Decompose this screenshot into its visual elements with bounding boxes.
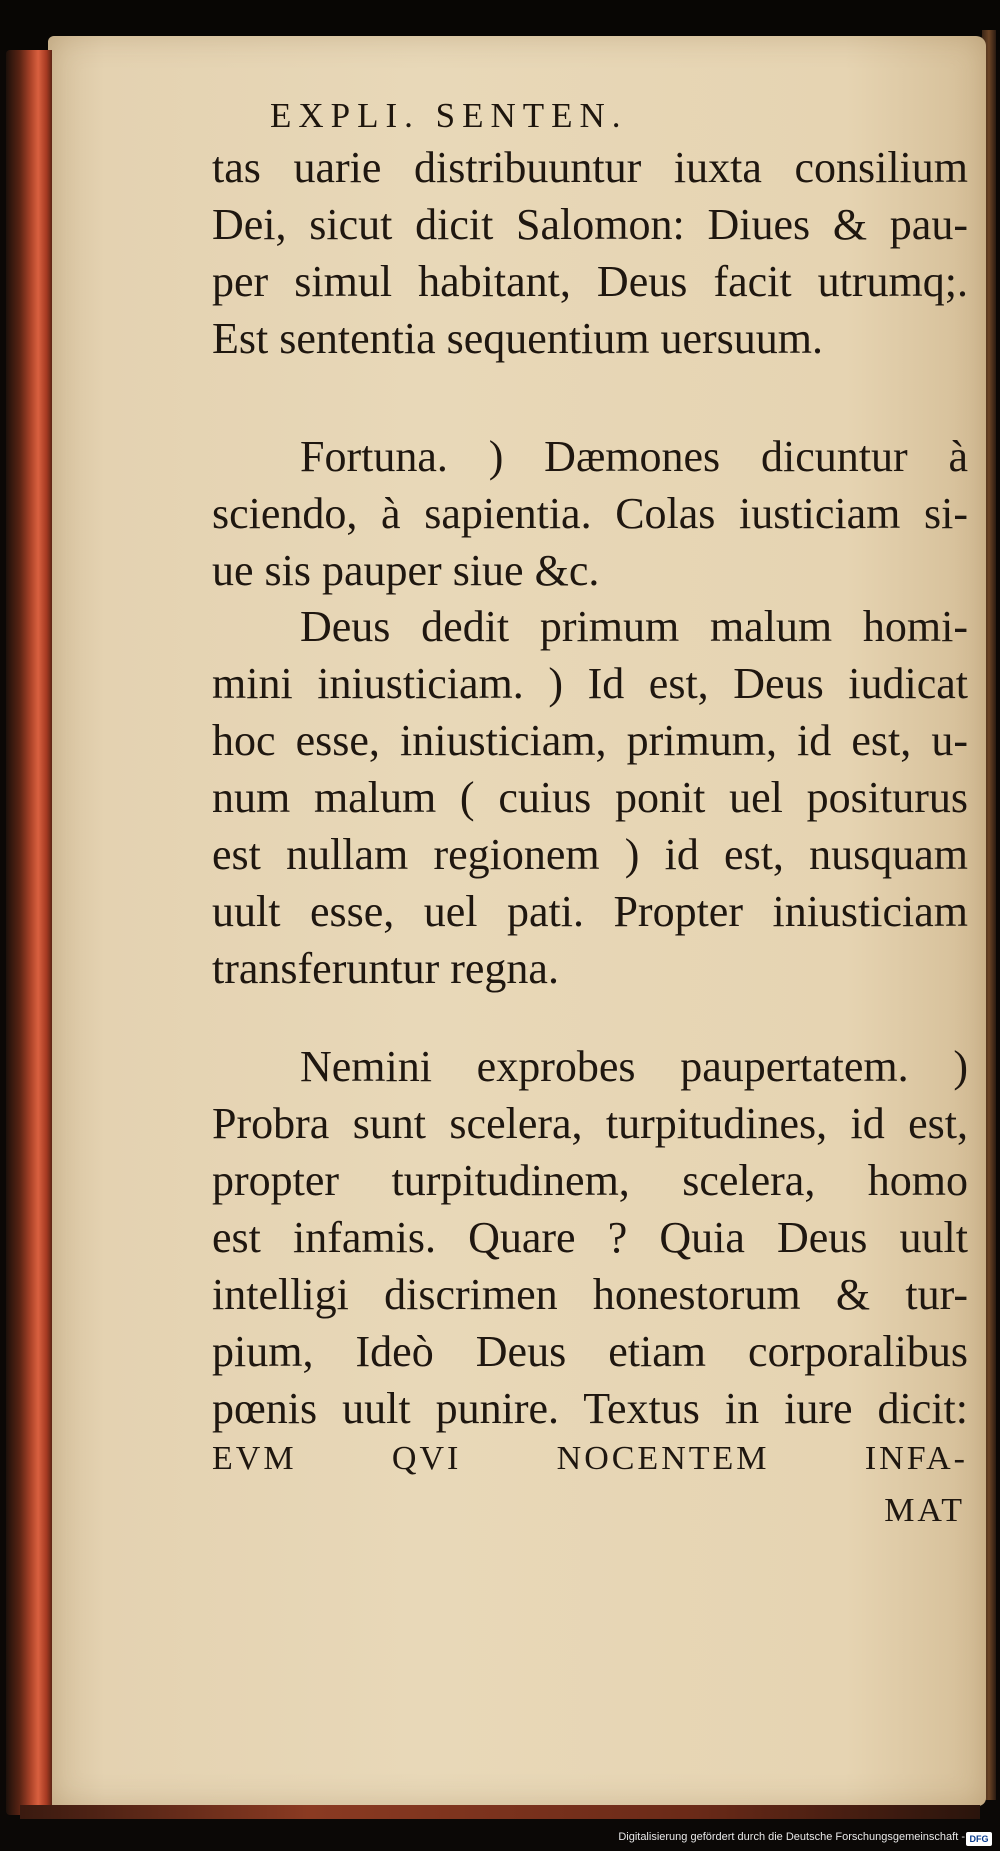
catchword: MAT (884, 1492, 965, 1529)
text-line: intelligi discrimen honestorum & tur- (212, 1270, 968, 1319)
dfg-logo-icon: DFG (966, 1832, 992, 1846)
book-bottom-edge (20, 1805, 980, 1819)
running-header: EXPLI. SENTEN. (270, 96, 628, 135)
text-line: per simul habitant, Deus facit utrumq;. (212, 257, 968, 306)
text-line: propter turpitudinem, scelera, homo (212, 1156, 968, 1205)
text-line: Fortuna. ) Dæmones dicuntur à (300, 432, 968, 481)
text-line: pium, Ideò Deus etiam corporalibus (212, 1327, 968, 1376)
text-line: Nemini exprobes paupertatem. ) (300, 1042, 968, 1091)
text-line: Dei, sicut dicit Salomon: Diues & pau- (212, 200, 968, 249)
text-line: Est sententia sequentium uersuum. (212, 314, 823, 363)
text-line: uult esse, uel pati. Propter iniusticiam (212, 887, 968, 936)
text-line: Deus dedit primum malum homi- (300, 602, 968, 651)
book-cover-edge (6, 50, 52, 1815)
text-line: est infamis. Quare ? Quia Deus uult (212, 1213, 968, 1262)
text-line: hoc esse, iniusticiam, primum, id est, u- (212, 716, 968, 765)
text-line: est nullam regionem ) id est, nusquam (212, 830, 968, 879)
text-line: tas uarie distribuuntur iuxta consilium (212, 143, 968, 192)
text-line: Probra sunt scelera, turpitudines, id est, (212, 1099, 968, 1148)
text-line: mini iniusticiam. ) Id est, Deus iudicat (212, 659, 968, 708)
digitization-credit: Digitalisierung gefördert durch die Deutsche Forschungsgemeinschaft - (618, 1831, 965, 1843)
text-line: sciendo, à sapientia. Colas iusticiam si- (212, 489, 968, 538)
capitals-line: EVM QVI NOCENTEM INFA- (212, 1440, 968, 1477)
text-line: pœnis uult punire. Textus in iure dicit: (212, 1384, 968, 1433)
text-line: num malum ( cuius ponit uel positurus (212, 773, 968, 822)
text-line: transferuntur regna. (212, 944, 559, 993)
text-line: ue sis pauper siue &c. (212, 546, 600, 595)
